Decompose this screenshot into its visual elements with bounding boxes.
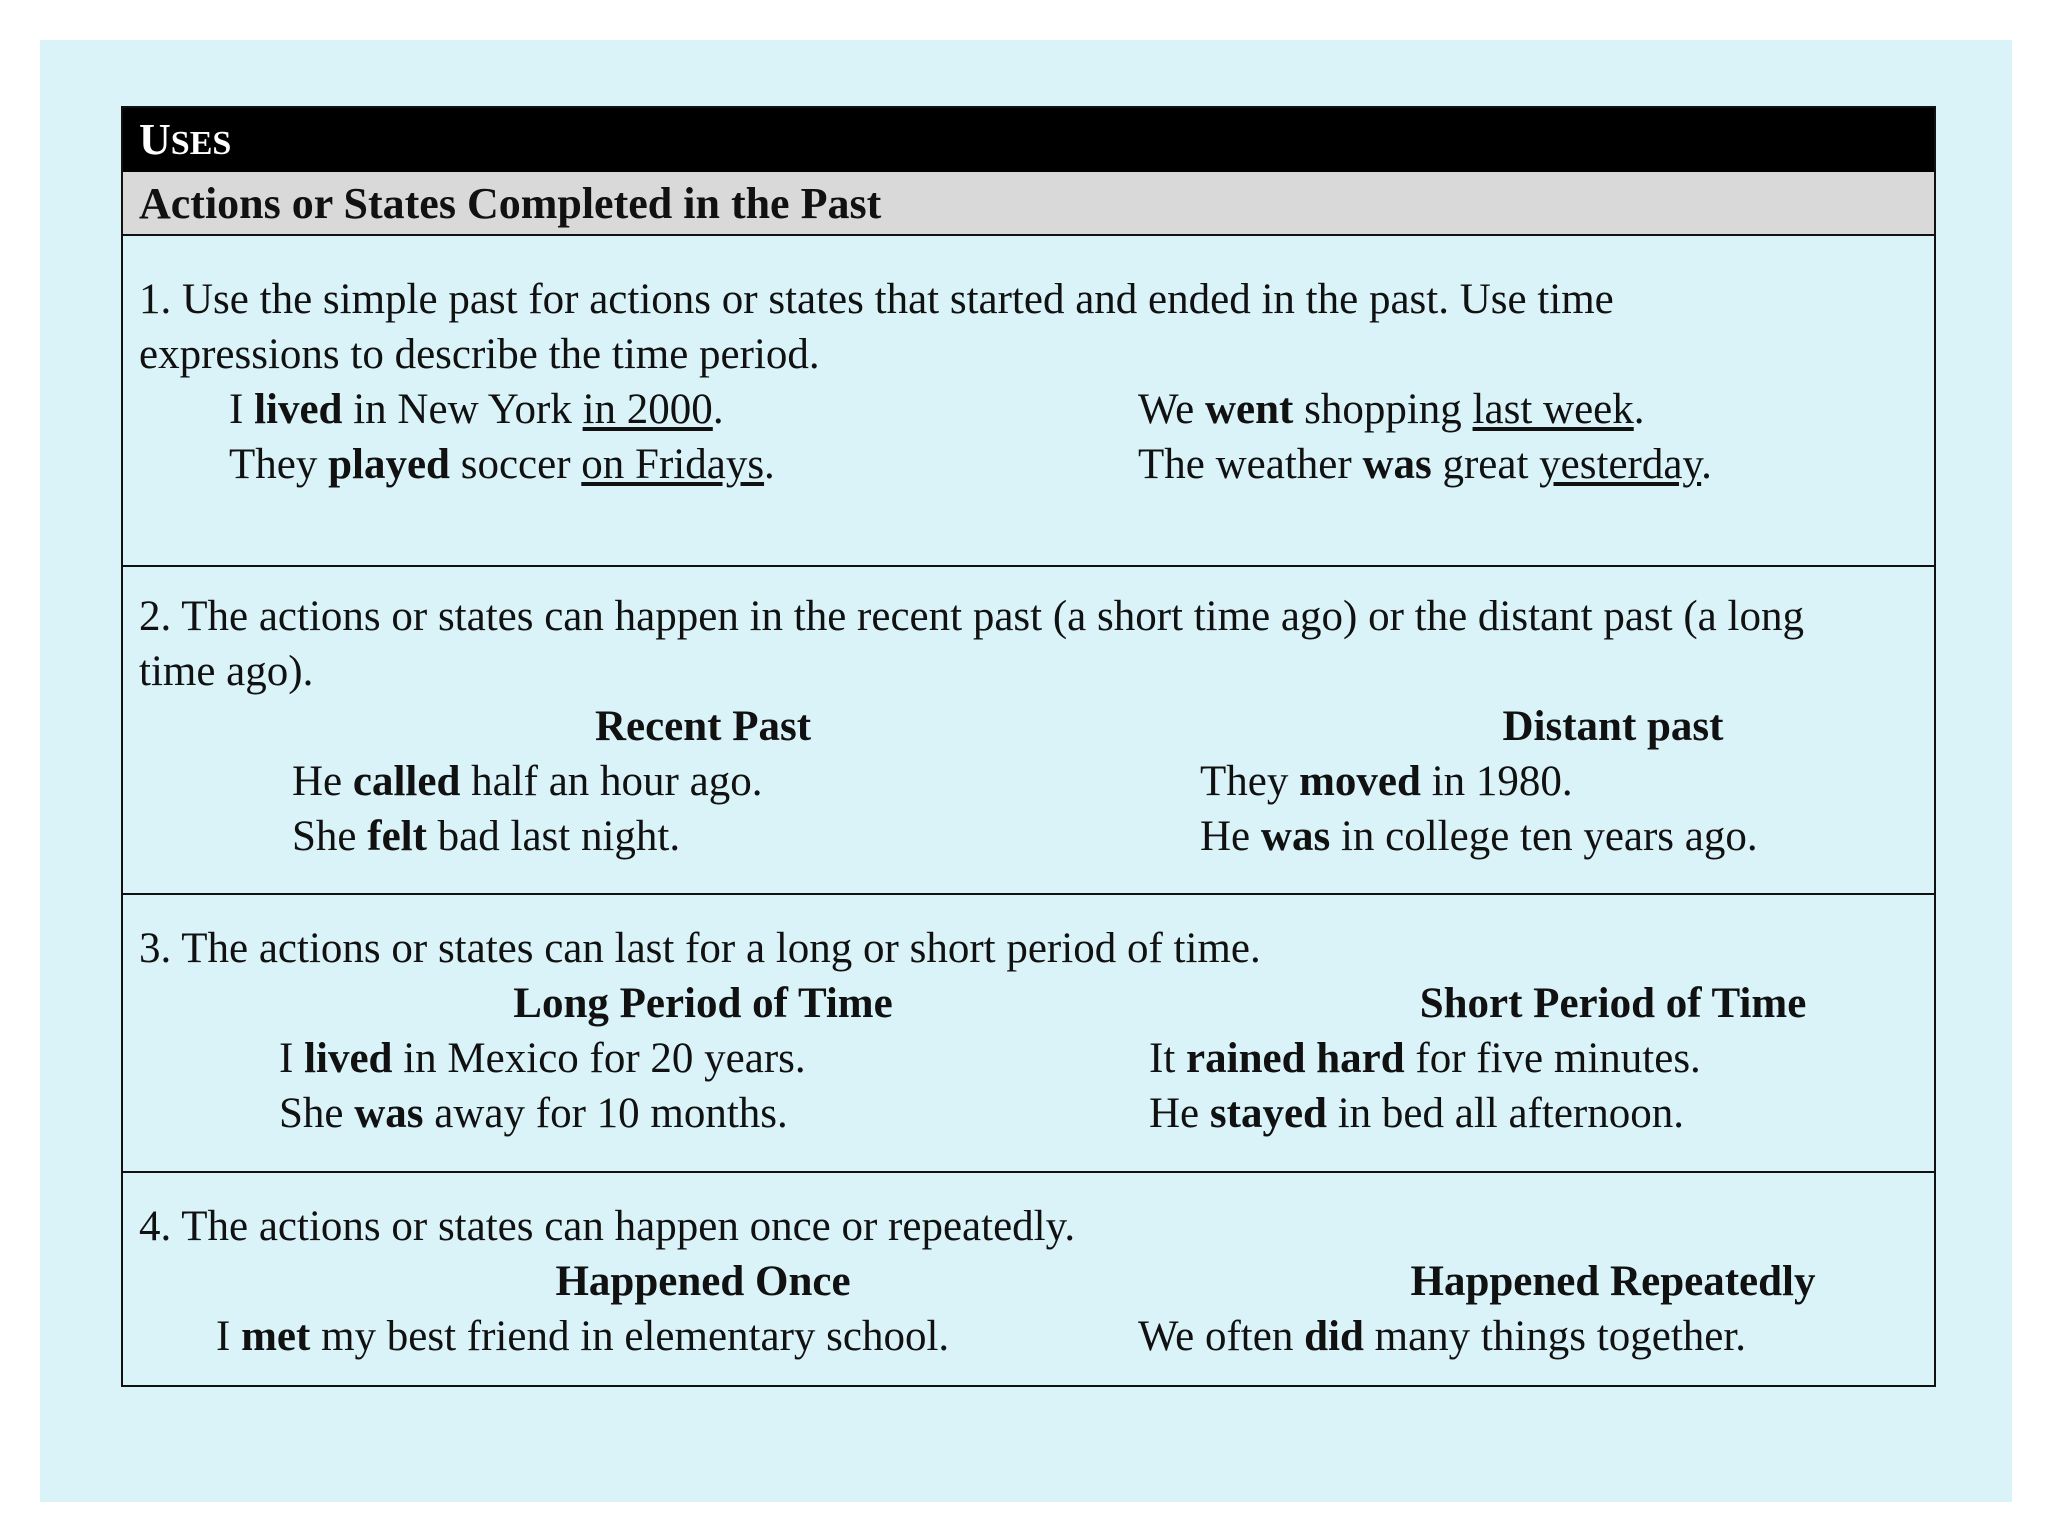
section-1-left-examples xyxy=(229,382,775,492)
distant-past-heading: Distant past xyxy=(1502,703,1724,750)
section-2-left-examples xyxy=(292,754,762,864)
example-sentence: He stayed in bed all afternoon. xyxy=(1149,1090,1684,1137)
chart-subtitle: Actions or States Completed in the Past xyxy=(123,172,1934,236)
section-1-intro-line-1: 1. Use the simple past for actions or states that started and ended in the past. Use time xyxy=(139,276,1614,323)
section-1-right-examples xyxy=(1138,382,1712,492)
header-title-rest: SES xyxy=(170,125,232,162)
example-sentence: I lived in New York in 2000. xyxy=(229,386,724,433)
section-3-left-examples xyxy=(279,1031,806,1141)
example-sentence: He called half an hour ago. xyxy=(292,758,763,805)
section-1 xyxy=(123,236,1934,567)
section-3-right-examples xyxy=(1149,1031,1701,1141)
section-4 xyxy=(123,1173,1934,1385)
example-sentence: She was away for 10 months. xyxy=(279,1090,788,1137)
example-sentence: We went shopping last week. xyxy=(1138,386,1645,433)
example-sentence: The weather was great yesterday. xyxy=(1138,441,1712,488)
section-2 xyxy=(123,567,1934,895)
section-3 xyxy=(123,895,1934,1173)
chart-header xyxy=(123,108,1934,172)
example-sentence: They moved in 1980. xyxy=(1200,758,1573,805)
header-title-first: U xyxy=(139,115,171,164)
example-sentence: He was in college ten years ago. xyxy=(1200,813,1758,860)
short-period-heading: Short Period of Time xyxy=(1419,980,1807,1027)
section-2-intro-line-1: 2. The actions or states can happen in the recent past (a short time ago) or the distant past (a long xyxy=(139,593,1804,640)
section-4-right-examples xyxy=(1138,1309,1746,1364)
section-1-intro-line-2: expressions to describe the time period. xyxy=(139,331,820,378)
example-sentence: It rained hard for five minutes. xyxy=(1149,1035,1701,1082)
section-4-intro-line-1: 4. The actions or states can happen once or repeatedly. xyxy=(139,1203,1076,1250)
section-2-right-examples xyxy=(1200,754,1758,864)
example-sentence: We often did many things together. xyxy=(1138,1313,1747,1360)
grammar-chart xyxy=(121,106,1936,1387)
recent-past-heading: Recent Past xyxy=(594,703,812,750)
example-sentence: I lived in Mexico for 20 years. xyxy=(279,1035,806,1082)
section-4-left-examples xyxy=(216,1309,949,1364)
section-2-intro-line-2: time ago). xyxy=(139,648,314,695)
happened-once-heading: Happened Once xyxy=(555,1258,851,1305)
happened-repeatedly-heading: Happened Repeatedly xyxy=(1410,1258,1816,1305)
section-3-intro-line-1: 3. The actions or states can last for a long or short period of time. xyxy=(139,925,1261,972)
example-sentence: I met my best friend in elementary school. xyxy=(216,1313,950,1360)
long-period-heading: Long Period of Time xyxy=(513,980,893,1027)
example-sentence: She felt bad last night. xyxy=(292,813,681,860)
example-sentence: They played soccer on Fridays. xyxy=(229,441,775,488)
